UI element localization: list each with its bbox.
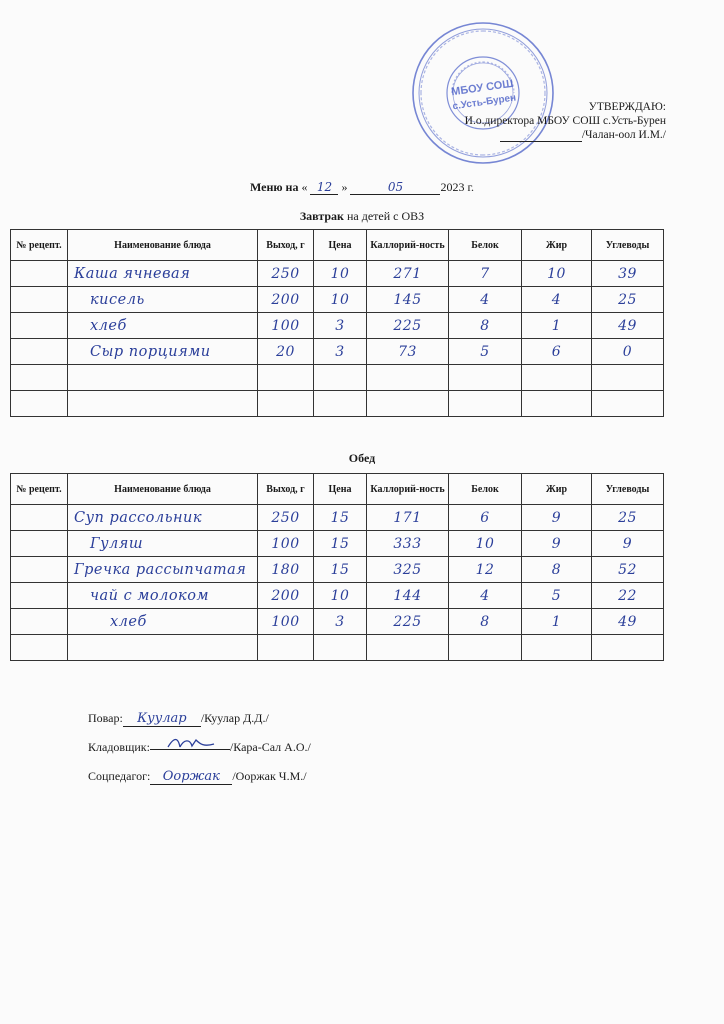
menu-month: 05 [350,180,440,195]
cell-fat: 9 [522,531,592,557]
school-seal [408,18,558,168]
seal-text-line1: МБОУ СОШ [450,77,515,99]
cell-fat: 10 [522,261,592,287]
seal-text-line2: с.Усть-Бурен [451,92,517,113]
menu-year: 2023 г. [440,180,475,194]
header-price: Цена [314,230,367,261]
table-row [11,287,664,313]
table-row [11,531,664,557]
lunch-table [10,473,664,661]
cook-name: /Куулар Д.Д./ [200,711,269,725]
cell-dish-name: кисель [68,287,258,313]
table-row [11,557,664,583]
cell-calories: 144 [367,583,449,609]
cell-dish-name [68,365,258,391]
approval-name: /Чалан-оол И.М./ [581,129,666,141]
cell-protein: 6 [449,505,522,531]
cell-protein [449,365,522,391]
cell-yield: 250 [258,505,314,531]
cell-carbs: 49 [592,609,664,635]
cell-dish-name: хлеб [68,609,258,635]
cell-yield: 100 [258,313,314,339]
cell-price [314,635,367,661]
menu-title [0,180,724,195]
cell-price [314,391,367,417]
cell-price [314,365,367,391]
cell-dish-name: Каша ячневая [68,261,258,287]
cell-dish-name: Гуляш [68,531,258,557]
cell-carbs [592,365,664,391]
cell-recipe-no [11,391,68,417]
cell-recipe-no [11,287,68,313]
cell-recipe-no [11,583,68,609]
signature-blank [500,129,582,142]
header-calories: Каллорий-ность [367,230,449,261]
cell-recipe-no [11,557,68,583]
cell-protein: 4 [449,583,522,609]
cell-recipe-no [11,609,68,635]
cook-signature-row [88,704,311,733]
approval-title: УТВЕРЖДАЮ: [588,101,666,113]
breakfast-title [0,209,724,224]
socped-label: Соцпедагог: [88,769,151,783]
cell-yield: 100 [258,531,314,557]
socped-signature-row [88,762,311,791]
cell-fat: 1 [522,609,592,635]
cell-price: 10 [314,583,367,609]
storekeeper-name: /Кара-Сал А.О./ [229,740,311,754]
table-row [11,583,664,609]
storekeeper-label: Кладовщик: [88,740,150,754]
cell-recipe-no [11,505,68,531]
header-protein: Белок [449,230,522,261]
cell-calories: 325 [367,557,449,583]
table-header-row [11,474,664,505]
header-yield: Выход, г [258,230,314,261]
cell-calories [367,391,449,417]
cell-calories: 225 [367,609,449,635]
cell-protein: 7 [449,261,522,287]
lunch-title [0,451,724,466]
cell-fat: 9 [522,505,592,531]
table-header-row [11,230,664,261]
table-row [11,261,664,287]
cell-carbs: 22 [592,583,664,609]
breakfast-table [10,229,664,417]
cell-recipe-no [11,339,68,365]
cell-protein [449,391,522,417]
cell-price: 15 [314,531,367,557]
cell-yield: 100 [258,609,314,635]
cell-calories [367,365,449,391]
cell-dish-name: Суп рассольник [68,505,258,531]
cell-protein: 8 [449,313,522,339]
cell-carbs: 9 [592,531,664,557]
cell-yield [258,365,314,391]
cell-yield: 20 [258,339,314,365]
cell-dish-name: Гречка рассыпчатая [68,557,258,583]
cell-fat: 4 [522,287,592,313]
cell-dish-name: Сыр порциями [68,339,258,365]
menu-prefix: Меню на [249,180,299,194]
cell-price: 3 [314,609,367,635]
header-dish-name: Наименование блюда [68,474,258,505]
header-fat: Жир [522,474,592,505]
cell-yield: 180 [258,557,314,583]
storekeeper-signature-row [88,733,311,762]
cell-calories: 225 [367,313,449,339]
cell-yield: 200 [258,583,314,609]
cell-protein [449,635,522,661]
socped-name: /Ооржак Ч.М./ [232,769,307,783]
table-row [11,339,664,365]
approval-signature-line [465,128,666,142]
cell-yield: 250 [258,261,314,287]
header-price: Цена [314,474,367,505]
cell-dish-name [68,391,258,417]
close-quote: » [341,180,348,194]
cell-price: 10 [314,287,367,313]
header-recipe-no: № рецепт. [11,230,68,261]
cell-calories: 271 [367,261,449,287]
header-dish-name: Наименование блюда [68,230,258,261]
header-calories: Каллорий-ность [367,474,449,505]
cell-dish-name: хлеб [68,313,258,339]
cell-price: 3 [314,313,367,339]
cell-yield [258,391,314,417]
handwritten-signature-icon [160,735,220,751]
cell-price: 3 [314,339,367,365]
cell-recipe-no [11,531,68,557]
signatures-block [88,704,311,791]
table-row [11,609,664,635]
cell-yield [258,635,314,661]
approval-position: И.о.директора МБОУ СОШ с.Усть-Бурен [464,115,666,127]
cell-fat: 5 [522,583,592,609]
table-row [11,313,664,339]
cell-fat [522,391,592,417]
breakfast-subtitle: на детей с ОВЗ [346,209,425,223]
cell-carbs: 52 [592,557,664,583]
header-carbs: Углеводы [592,474,664,505]
cell-carbs: 0 [592,339,664,365]
header-yield: Выход, г [258,474,314,505]
table-row [11,365,664,391]
storekeeper-signature [150,735,230,750]
cell-calories [367,635,449,661]
cell-fat [522,365,592,391]
cell-protein: 5 [449,339,522,365]
table-row [11,391,664,417]
cell-calories: 145 [367,287,449,313]
table-row [11,505,664,531]
cell-fat: 6 [522,339,592,365]
cell-carbs: 25 [592,505,664,531]
cook-signature: Куулар [123,712,201,727]
header-protein: Белок [449,474,522,505]
cell-carbs [592,635,664,661]
cell-fat: 1 [522,313,592,339]
cell-price: 15 [314,557,367,583]
table-row [11,635,664,661]
breakfast-heading: Завтрак [299,209,344,223]
cell-dish-name [68,635,258,661]
cell-dish-name: чай с молоком [68,583,258,609]
header-recipe-no: № рецепт. [11,474,68,505]
header-carbs: Углеводы [592,230,664,261]
cell-yield: 200 [258,287,314,313]
cell-calories: 171 [367,505,449,531]
cell-protein: 10 [449,531,522,557]
cell-protein: 8 [449,609,522,635]
cell-fat: 8 [522,557,592,583]
cell-carbs: 49 [592,313,664,339]
cell-protein: 4 [449,287,522,313]
approval-block [465,100,666,142]
lunch-heading: Обед [348,451,376,465]
cell-recipe-no [11,313,68,339]
cell-carbs: 39 [592,261,664,287]
cell-recipe-no [11,261,68,287]
cell-recipe-no [11,635,68,661]
cell-price: 10 [314,261,367,287]
cell-fat [522,635,592,661]
header-fat: Жир [522,230,592,261]
menu-day: 12 [310,180,338,195]
cell-carbs [592,391,664,417]
cell-calories: 73 [367,339,449,365]
socped-signature: Ооржак [150,770,232,785]
cell-carbs: 25 [592,287,664,313]
cell-calories: 333 [367,531,449,557]
open-quote: « [301,180,308,194]
cook-label: Повар: [88,711,123,725]
cell-protein: 12 [449,557,522,583]
cell-price: 15 [314,505,367,531]
cell-recipe-no [11,365,68,391]
